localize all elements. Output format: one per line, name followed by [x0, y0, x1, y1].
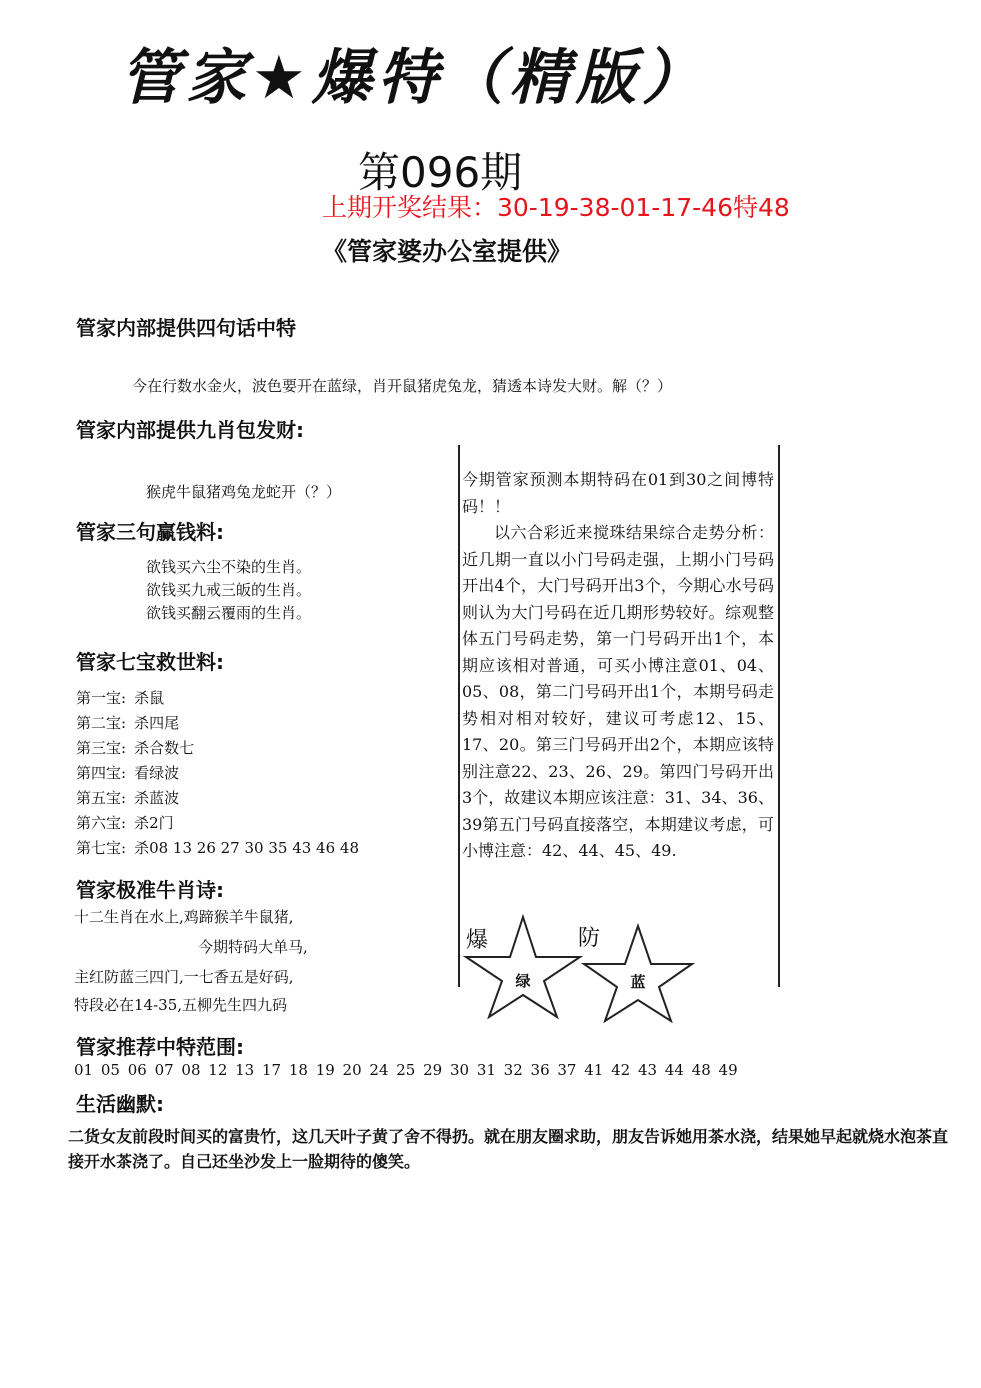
analysis-text	[462, 467, 774, 865]
section-nine-zodiac-title: 管家内部提供九肖包发财:	[76, 418, 304, 442]
list-item: 欲钱买六尘不染的生肖。	[146, 558, 312, 576]
section-humor-title: 生活幽默:	[76, 1092, 164, 1116]
provider: 《管家婆办公室提供》	[322, 237, 573, 266]
range-numbers: 01 05 06 07 08 12 13 17 18 19 20 24 25 29 30 31 32 36 37 41 42 43 44 48 49	[74, 1061, 738, 1079]
list-item	[76, 686, 359, 711]
list-item	[76, 761, 359, 786]
humor-text: 二货女友前段时间买的富贵竹，这几天叶子黄了舍不得扔。就在朋友圈求助，朋友告诉她用茶水浇，结果她早起就烧水泡茶直接开水茶浇了。自己还坐沙发上一脸期待的傻笑。	[68, 1127, 949, 1171]
section-four-lines-text: 今在行数水金火，波色要开在蓝绿，肖开鼠猪虎兔龙，猜透本诗发大财。解（？）	[132, 377, 673, 395]
section-range-title: 管家推荐中特范围:	[76, 1035, 244, 1059]
section-seven-treasures-title: 管家七宝救世料:	[76, 650, 224, 674]
treasure-label: 第五宝:	[76, 789, 127, 807]
treasure-label: 第三宝:	[76, 739, 127, 757]
section-poem-title: 管家极准牛肖诗:	[76, 878, 224, 902]
section-three-sentences-title: 管家三句赢钱料:	[76, 520, 224, 544]
treasure-value: 杀合数七	[134, 739, 195, 757]
analysis-paragraph: 以六合彩近来搅珠结果综合走势分析：近几期一直以小门号码走强，上期小门号码开出4个，大门号码开出3个，今期心水号码则认为大门号码在近几期形势较好。综观整体五门号码走势，第一门号码开出1个，本期应该相对普通，可买小博注意01、04、05、08，第二门号码开出1个，本期号码走势相对相对较好，建议可考虑12、15、17、20。第三门号码开出2个，本期应该特别注意22、23、26、29。第四门号码开出3个，故建议本期应该注意：31、34、36、39第五门号码直接落空，本期建议考虑，可小博注意：42、44、45、49.	[462, 523, 774, 860]
star-icon	[580, 923, 696, 1023]
list-item: 欲钱买九戒三皈的生肖。	[146, 581, 312, 599]
poem-line: 十二生肖在水上,鸡蹄猴羊牛鼠猪,	[74, 908, 294, 926]
treasure-value: 杀四尾	[134, 714, 180, 732]
list-item	[76, 836, 359, 861]
treasure-label: 第一宝:	[76, 689, 127, 707]
banner-title: 管家★爆特（精版）	[120, 43, 708, 113]
star2-label: 防	[578, 926, 601, 951]
poem-line: 今期特码大单马,	[198, 938, 308, 956]
star1-text: 绿	[515, 972, 531, 990]
seven-treasures-list	[76, 686, 359, 861]
star1-label: 爆	[466, 928, 489, 953]
section-four-lines-title: 管家内部提供四句话中特	[76, 316, 296, 340]
poem-line: 特段必在14-35,五柳先生四九码	[74, 996, 288, 1014]
treasure-value: 杀08 13 26 27 30 35 43 46 48	[134, 839, 359, 857]
issue-number: 第096期	[358, 148, 523, 197]
list-item	[76, 786, 359, 811]
treasure-value: 杀蓝波	[134, 789, 180, 807]
treasure-label: 第四宝:	[76, 764, 127, 782]
treasure-label: 第二宝:	[76, 714, 127, 732]
treasure-label: 第七宝:	[76, 839, 127, 857]
list-item	[76, 811, 359, 836]
list-item	[76, 736, 359, 761]
poem-line: 主红防蓝三四门,一七香五是好码,	[74, 968, 294, 986]
treasure-label: 第六宝:	[76, 814, 127, 832]
last-result: 上期开奖结果：30-19-38-01-17-46特48	[322, 193, 790, 222]
treasure-value: 杀2门	[134, 814, 174, 832]
star2-text: 蓝	[630, 973, 646, 991]
star-icon	[462, 913, 584, 1019]
analysis-paragraph: 今期管家预测本期特码在01到30之间博特码！！	[462, 470, 774, 516]
treasure-value: 杀鼠	[134, 689, 165, 707]
treasure-value: 看绿波	[134, 764, 180, 782]
list-item	[76, 711, 359, 736]
section-nine-zodiac-text: 猴虎牛鼠猪鸡兔龙蛇开（？）	[146, 483, 342, 501]
list-item: 欲钱买翻云覆雨的生肖。	[146, 604, 312, 622]
analysis-panel	[458, 445, 780, 991]
section-three-sentences-list	[146, 556, 311, 625]
